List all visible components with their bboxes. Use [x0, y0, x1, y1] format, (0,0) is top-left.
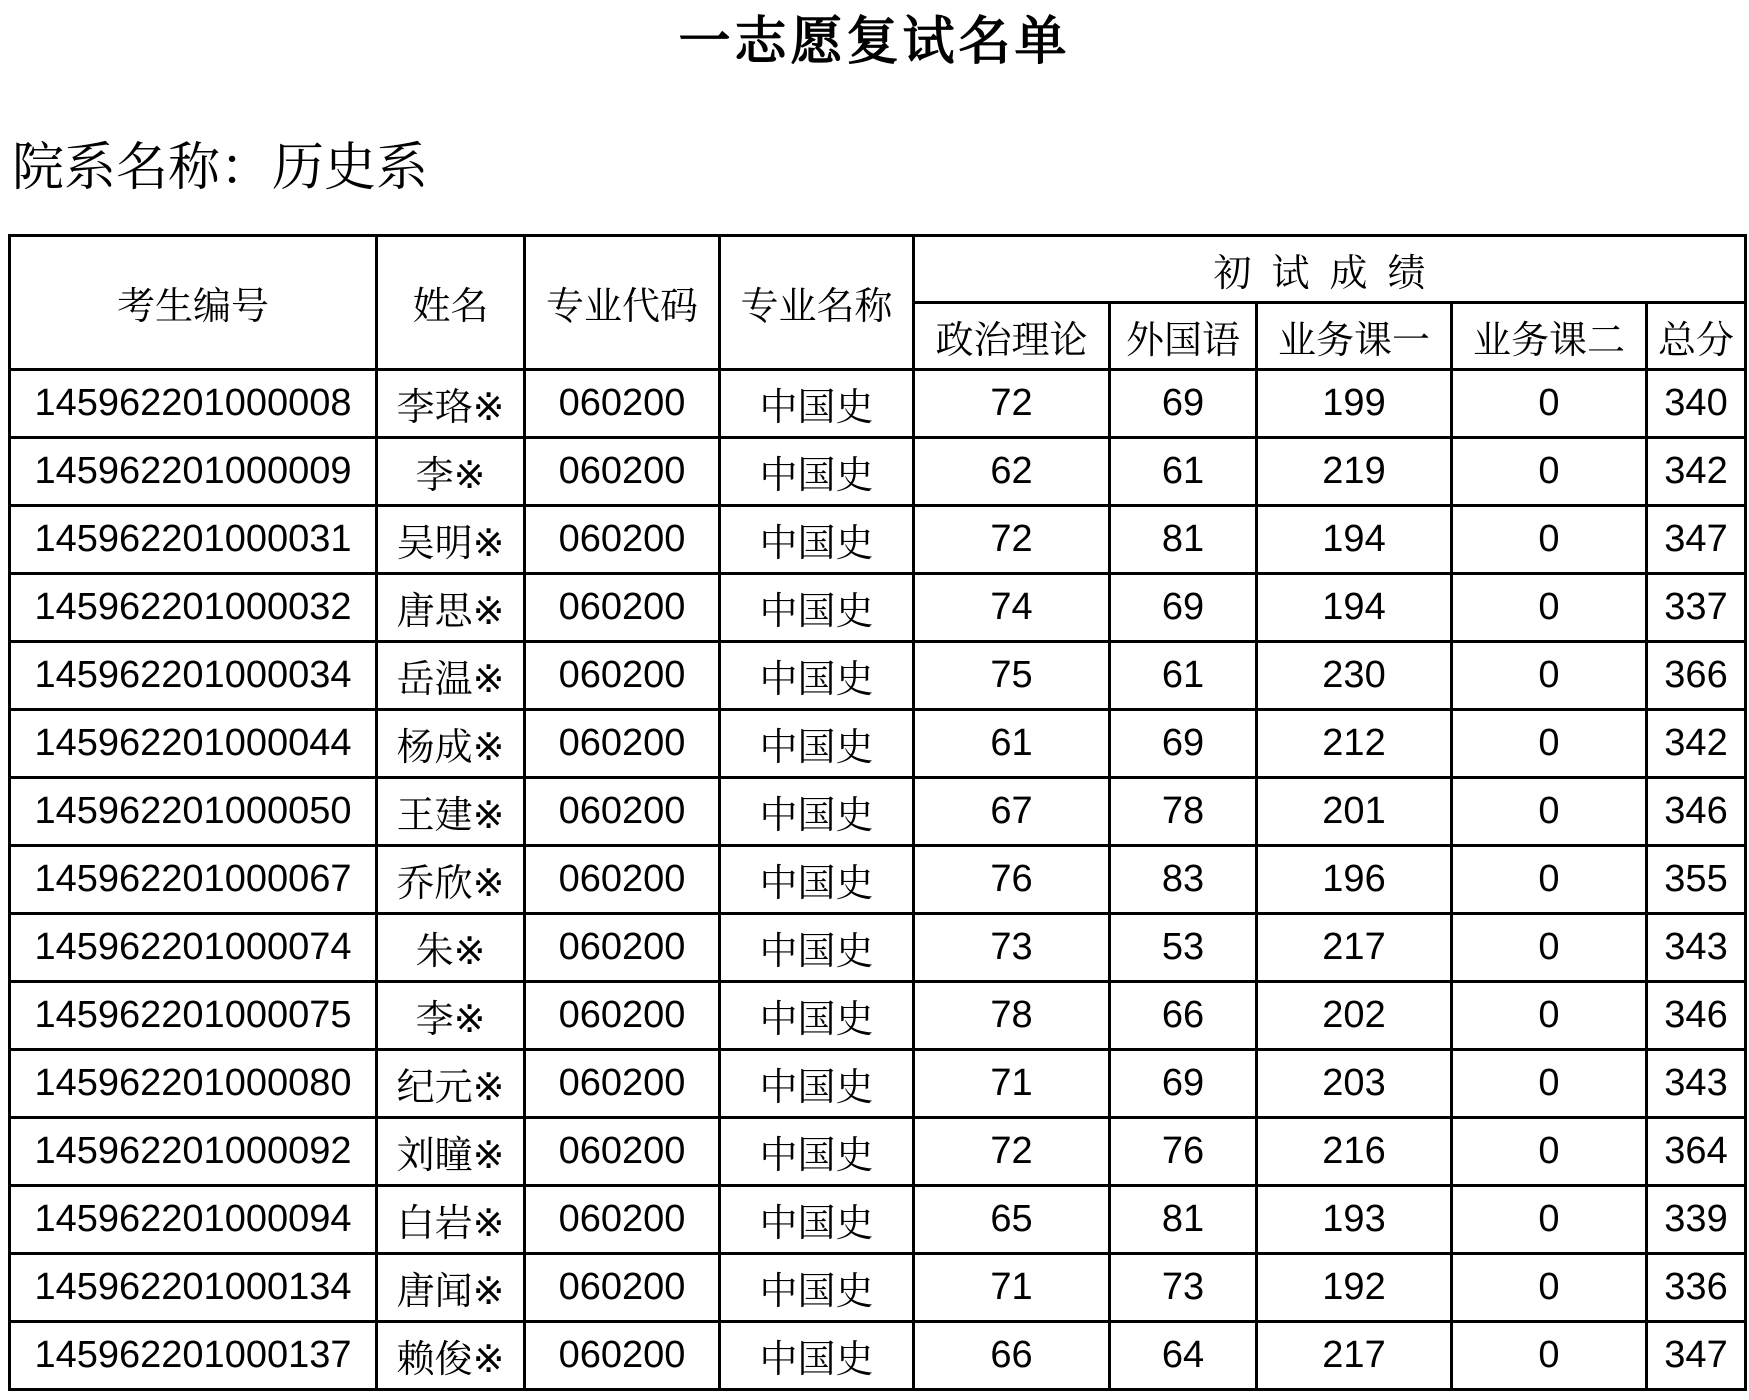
cell-total: 364	[1647, 1118, 1746, 1186]
cell-course-2: 0	[1452, 710, 1647, 778]
cell-major-name: 中国史	[720, 370, 914, 438]
cell-name: 唐闻※	[377, 1254, 525, 1322]
cell-politics: 71	[914, 1050, 1110, 1118]
cell-politics: 73	[914, 914, 1110, 982]
cell-foreign-language: 69	[1110, 1050, 1257, 1118]
cell-major-name: 中国史	[720, 710, 914, 778]
table-row	[10, 438, 1746, 506]
table-row	[10, 506, 1746, 574]
cell-major-code: 060200	[525, 1186, 720, 1254]
cell-course-1: 219	[1257, 438, 1452, 506]
cell-course-1: 217	[1257, 1322, 1452, 1390]
cell-total: 346	[1647, 778, 1746, 846]
header-politics: 政治理论	[914, 303, 1110, 370]
cell-politics: 72	[914, 370, 1110, 438]
cell-foreign-language: 76	[1110, 1118, 1257, 1186]
cell-course-2: 0	[1452, 642, 1647, 710]
cell-major-name: 中国史	[720, 438, 914, 506]
cell-course-2: 0	[1452, 370, 1647, 438]
cell-major-code: 060200	[525, 438, 720, 506]
cell-name: 杨成※	[377, 710, 525, 778]
cell-major-code: 060200	[525, 506, 720, 574]
cell-name: 白岩※	[377, 1186, 525, 1254]
cell-foreign-language: 78	[1110, 778, 1257, 846]
cell-total: 340	[1647, 370, 1746, 438]
table-row	[10, 574, 1746, 642]
table-row	[10, 1186, 1746, 1254]
cell-major-code: 060200	[525, 982, 720, 1050]
cell-name: 朱※	[377, 914, 525, 982]
cell-major-name: 中国史	[720, 914, 914, 982]
cell-name: 李珞※	[377, 370, 525, 438]
cell-major-name: 中国史	[720, 1186, 914, 1254]
cell-politics: 78	[914, 982, 1110, 1050]
cell-candidate-id: 145962201000080	[10, 1050, 377, 1118]
header-total: 总分	[1647, 303, 1746, 370]
cell-foreign-language: 73	[1110, 1254, 1257, 1322]
cell-candidate-id: 145962201000031	[10, 506, 377, 574]
cell-major-name: 中国史	[720, 778, 914, 846]
cell-course-2: 0	[1452, 1254, 1647, 1322]
cell-foreign-language: 69	[1110, 370, 1257, 438]
cell-total: 342	[1647, 710, 1746, 778]
table-row	[10, 1254, 1746, 1322]
cell-major-code: 060200	[525, 710, 720, 778]
cell-course-1: 194	[1257, 574, 1452, 642]
cell-foreign-language: 69	[1110, 574, 1257, 642]
cell-candidate-id: 145962201000009	[10, 438, 377, 506]
header-row-1	[10, 236, 1746, 303]
cell-politics: 71	[914, 1254, 1110, 1322]
cell-major-name: 中国史	[720, 1254, 914, 1322]
cell-candidate-id: 145962201000044	[10, 710, 377, 778]
header-id: 考生编号	[10, 236, 377, 370]
header-foreign-language: 外国语	[1110, 303, 1257, 370]
table-row	[10, 642, 1746, 710]
table-row	[10, 846, 1746, 914]
cell-name: 吴明※	[377, 506, 525, 574]
cell-major-name: 中国史	[720, 846, 914, 914]
cell-course-2: 0	[1452, 1118, 1647, 1186]
cell-foreign-language: 83	[1110, 846, 1257, 914]
cell-politics: 72	[914, 1118, 1110, 1186]
cell-candidate-id: 145962201000074	[10, 914, 377, 982]
cell-total: 347	[1647, 506, 1746, 574]
cell-course-2: 0	[1452, 1050, 1647, 1118]
cell-name: 乔欣※	[377, 846, 525, 914]
cell-candidate-id: 145962201000094	[10, 1186, 377, 1254]
cell-candidate-id: 145962201000008	[10, 370, 377, 438]
header-name: 姓名	[377, 236, 525, 370]
table-row	[10, 710, 1746, 778]
cell-major-code: 060200	[525, 1254, 720, 1322]
cell-candidate-id: 145962201000092	[10, 1118, 377, 1186]
page-title: 一志愿复试名单	[678, 12, 1071, 72]
cell-course-1: 194	[1257, 506, 1452, 574]
cell-name: 纪元※	[377, 1050, 525, 1118]
cell-name: 李※	[377, 438, 525, 506]
cell-major-name: 中国史	[720, 1118, 914, 1186]
cell-politics: 66	[914, 1322, 1110, 1390]
cell-name: 刘瞳※	[377, 1118, 525, 1186]
cell-candidate-id: 145962201000137	[10, 1322, 377, 1390]
header-major-code: 专业代码	[525, 236, 720, 370]
cell-politics: 72	[914, 506, 1110, 574]
cell-major-code: 060200	[525, 642, 720, 710]
cell-major-name: 中国史	[720, 574, 914, 642]
cell-politics: 65	[914, 1186, 1110, 1254]
cell-course-1: 212	[1257, 710, 1452, 778]
cell-course-1: 217	[1257, 914, 1452, 982]
cell-foreign-language: 81	[1110, 506, 1257, 574]
cell-major-code: 060200	[525, 1322, 720, 1390]
cell-foreign-language: 64	[1110, 1322, 1257, 1390]
retest-list-table	[8, 234, 1747, 1391]
department-label: 院系名称：历史系	[12, 138, 429, 198]
cell-total: 355	[1647, 846, 1746, 914]
table-row	[10, 1322, 1746, 1390]
cell-foreign-language: 69	[1110, 710, 1257, 778]
cell-major-name: 中国史	[720, 1322, 914, 1390]
cell-course-1: 193	[1257, 1186, 1452, 1254]
table-row	[10, 914, 1746, 982]
cell-total: 347	[1647, 1322, 1746, 1390]
cell-total: 336	[1647, 1254, 1746, 1322]
cell-foreign-language: 53	[1110, 914, 1257, 982]
cell-course-1: 230	[1257, 642, 1452, 710]
cell-course-2: 0	[1452, 574, 1647, 642]
cell-major-code: 060200	[525, 778, 720, 846]
cell-name: 岳温※	[377, 642, 525, 710]
cell-major-name: 中国史	[720, 506, 914, 574]
cell-candidate-id: 145962201000067	[10, 846, 377, 914]
cell-major-code: 060200	[525, 574, 720, 642]
cell-major-name: 中国史	[720, 982, 914, 1050]
cell-major-code: 060200	[525, 370, 720, 438]
cell-major-name: 中国史	[720, 642, 914, 710]
cell-candidate-id: 145962201000075	[10, 982, 377, 1050]
header-course-1: 业务课一	[1257, 303, 1452, 370]
cell-course-2: 0	[1452, 438, 1647, 506]
table-row	[10, 370, 1746, 438]
header-course-2: 业务课二	[1452, 303, 1647, 370]
table-row	[10, 1050, 1746, 1118]
cell-foreign-language: 61	[1110, 438, 1257, 506]
cell-politics: 76	[914, 846, 1110, 914]
cell-total: 342	[1647, 438, 1746, 506]
cell-course-2: 0	[1452, 1186, 1647, 1254]
cell-course-1: 192	[1257, 1254, 1452, 1322]
cell-foreign-language: 66	[1110, 982, 1257, 1050]
cell-total: 339	[1647, 1186, 1746, 1254]
cell-foreign-language: 81	[1110, 1186, 1257, 1254]
cell-total: 346	[1647, 982, 1746, 1050]
cell-major-code: 060200	[525, 1118, 720, 1186]
cell-course-1: 199	[1257, 370, 1452, 438]
cell-total: 343	[1647, 914, 1746, 982]
cell-major-name: 中国史	[720, 1050, 914, 1118]
header-initial-scores: 初试成绩	[914, 236, 1746, 303]
cell-name: 王建※	[377, 778, 525, 846]
cell-course-2: 0	[1452, 1322, 1647, 1390]
table-row	[10, 982, 1746, 1050]
table-row	[10, 1118, 1746, 1186]
cell-major-code: 060200	[525, 1050, 720, 1118]
cell-candidate-id: 145962201000034	[10, 642, 377, 710]
cell-course-1: 202	[1257, 982, 1452, 1050]
cell-total: 337	[1647, 574, 1746, 642]
cell-politics: 74	[914, 574, 1110, 642]
cell-name: 赖俊※	[377, 1322, 525, 1390]
cell-course-2: 0	[1452, 982, 1647, 1050]
table-row	[10, 778, 1746, 846]
cell-course-1: 196	[1257, 846, 1452, 914]
cell-course-2: 0	[1452, 778, 1647, 846]
cell-politics: 75	[914, 642, 1110, 710]
cell-name: 唐思※	[377, 574, 525, 642]
cell-course-1: 201	[1257, 778, 1452, 846]
cell-course-1: 203	[1257, 1050, 1452, 1118]
cell-major-code: 060200	[525, 846, 720, 914]
cell-course-1: 216	[1257, 1118, 1452, 1186]
header-major-name: 专业名称	[720, 236, 914, 370]
cell-total: 366	[1647, 642, 1746, 710]
cell-candidate-id: 145962201000050	[10, 778, 377, 846]
cell-politics: 61	[914, 710, 1110, 778]
cell-major-code: 060200	[525, 914, 720, 982]
cell-foreign-language: 61	[1110, 642, 1257, 710]
cell-candidate-id: 145962201000032	[10, 574, 377, 642]
cell-course-2: 0	[1452, 846, 1647, 914]
cell-candidate-id: 145962201000134	[10, 1254, 377, 1322]
cell-politics: 62	[914, 438, 1110, 506]
cell-course-2: 0	[1452, 914, 1647, 982]
cell-name: 李※	[377, 982, 525, 1050]
cell-politics: 67	[914, 778, 1110, 846]
cell-course-2: 0	[1452, 506, 1647, 574]
cell-total: 343	[1647, 1050, 1746, 1118]
